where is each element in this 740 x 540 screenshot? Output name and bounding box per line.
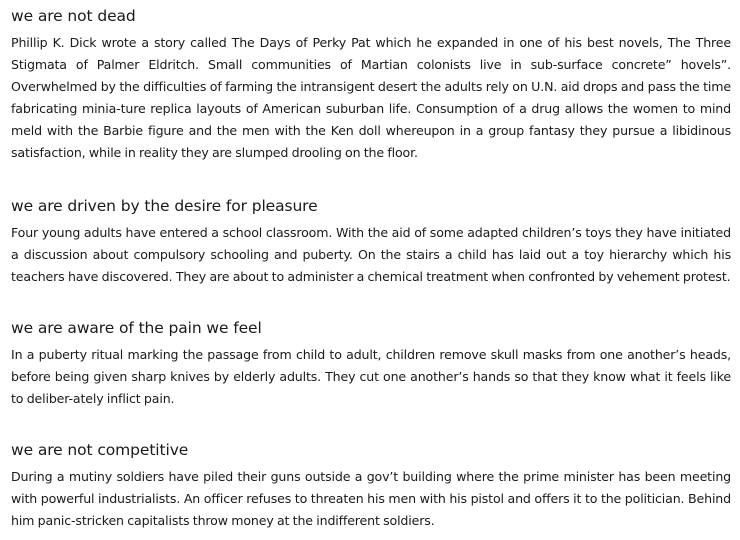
section-body: Four young adults have entered a school classroom. With the aid of some adapted children’s toys they have initiated a discussion about compulsory schooling and puberty. On the stairs a child has laid out a toy hierarchy which his teachers have discovered. They are about to administer a chemical treatment when confronted by vehement protest. <box>11 225 731 284</box>
section-heading: we are driven by the desire for pleasure <box>11 197 318 215</box>
section-body: Phillip K. Dick wrote a story called The Days of Perky Pat which he expanded in one of his best novels, The Three Stigmata of Palmer Eldritch. Small communities of Martian colonists live in sub-surface concrete” hovels”. Overwhelmed by the difficulties of farming the intransigent desert the adults rely on U.N. aid drops and pass the time fabricating minia-ture replica layouts of American suburban life. Consumption of a drug allows the women to mind meld with the Barbie figure and the men with the Ken doll whereupon in a group fantasy they pursue a libidinous satisfaction, while in reality they are slumped drooling on the floor. <box>11 35 731 160</box>
section-heading: we are not dead <box>11 7 136 25</box>
section-not-dead <box>11 6 731 164</box>
section-heading: we are not competitive <box>11 441 189 459</box>
section-aware-of-pain <box>11 318 731 410</box>
section-desire-for-pleasure <box>11 196 731 288</box>
section-body: During a mutiny soldiers have piled their guns outside a gov’t building where the prime minister has been meeting with powerful industrialists. An officer refuses to threaten his men with his pistol and offers it to the politician. Behind him panic-stricken capitalists throw money at the indifferent soldiers. <box>11 469 731 528</box>
section-heading: we are aware of the pain we feel <box>11 319 262 337</box>
section-not-competitive <box>11 440 731 532</box>
section-body: In a puberty ritual marking the passage from child to adult, children remove skull masks from one another’s heads, before being given sharp knives by elderly adults. They cut one another’s hands so that they know what it feels like to deliber-ately inflict pain. <box>11 347 731 406</box>
